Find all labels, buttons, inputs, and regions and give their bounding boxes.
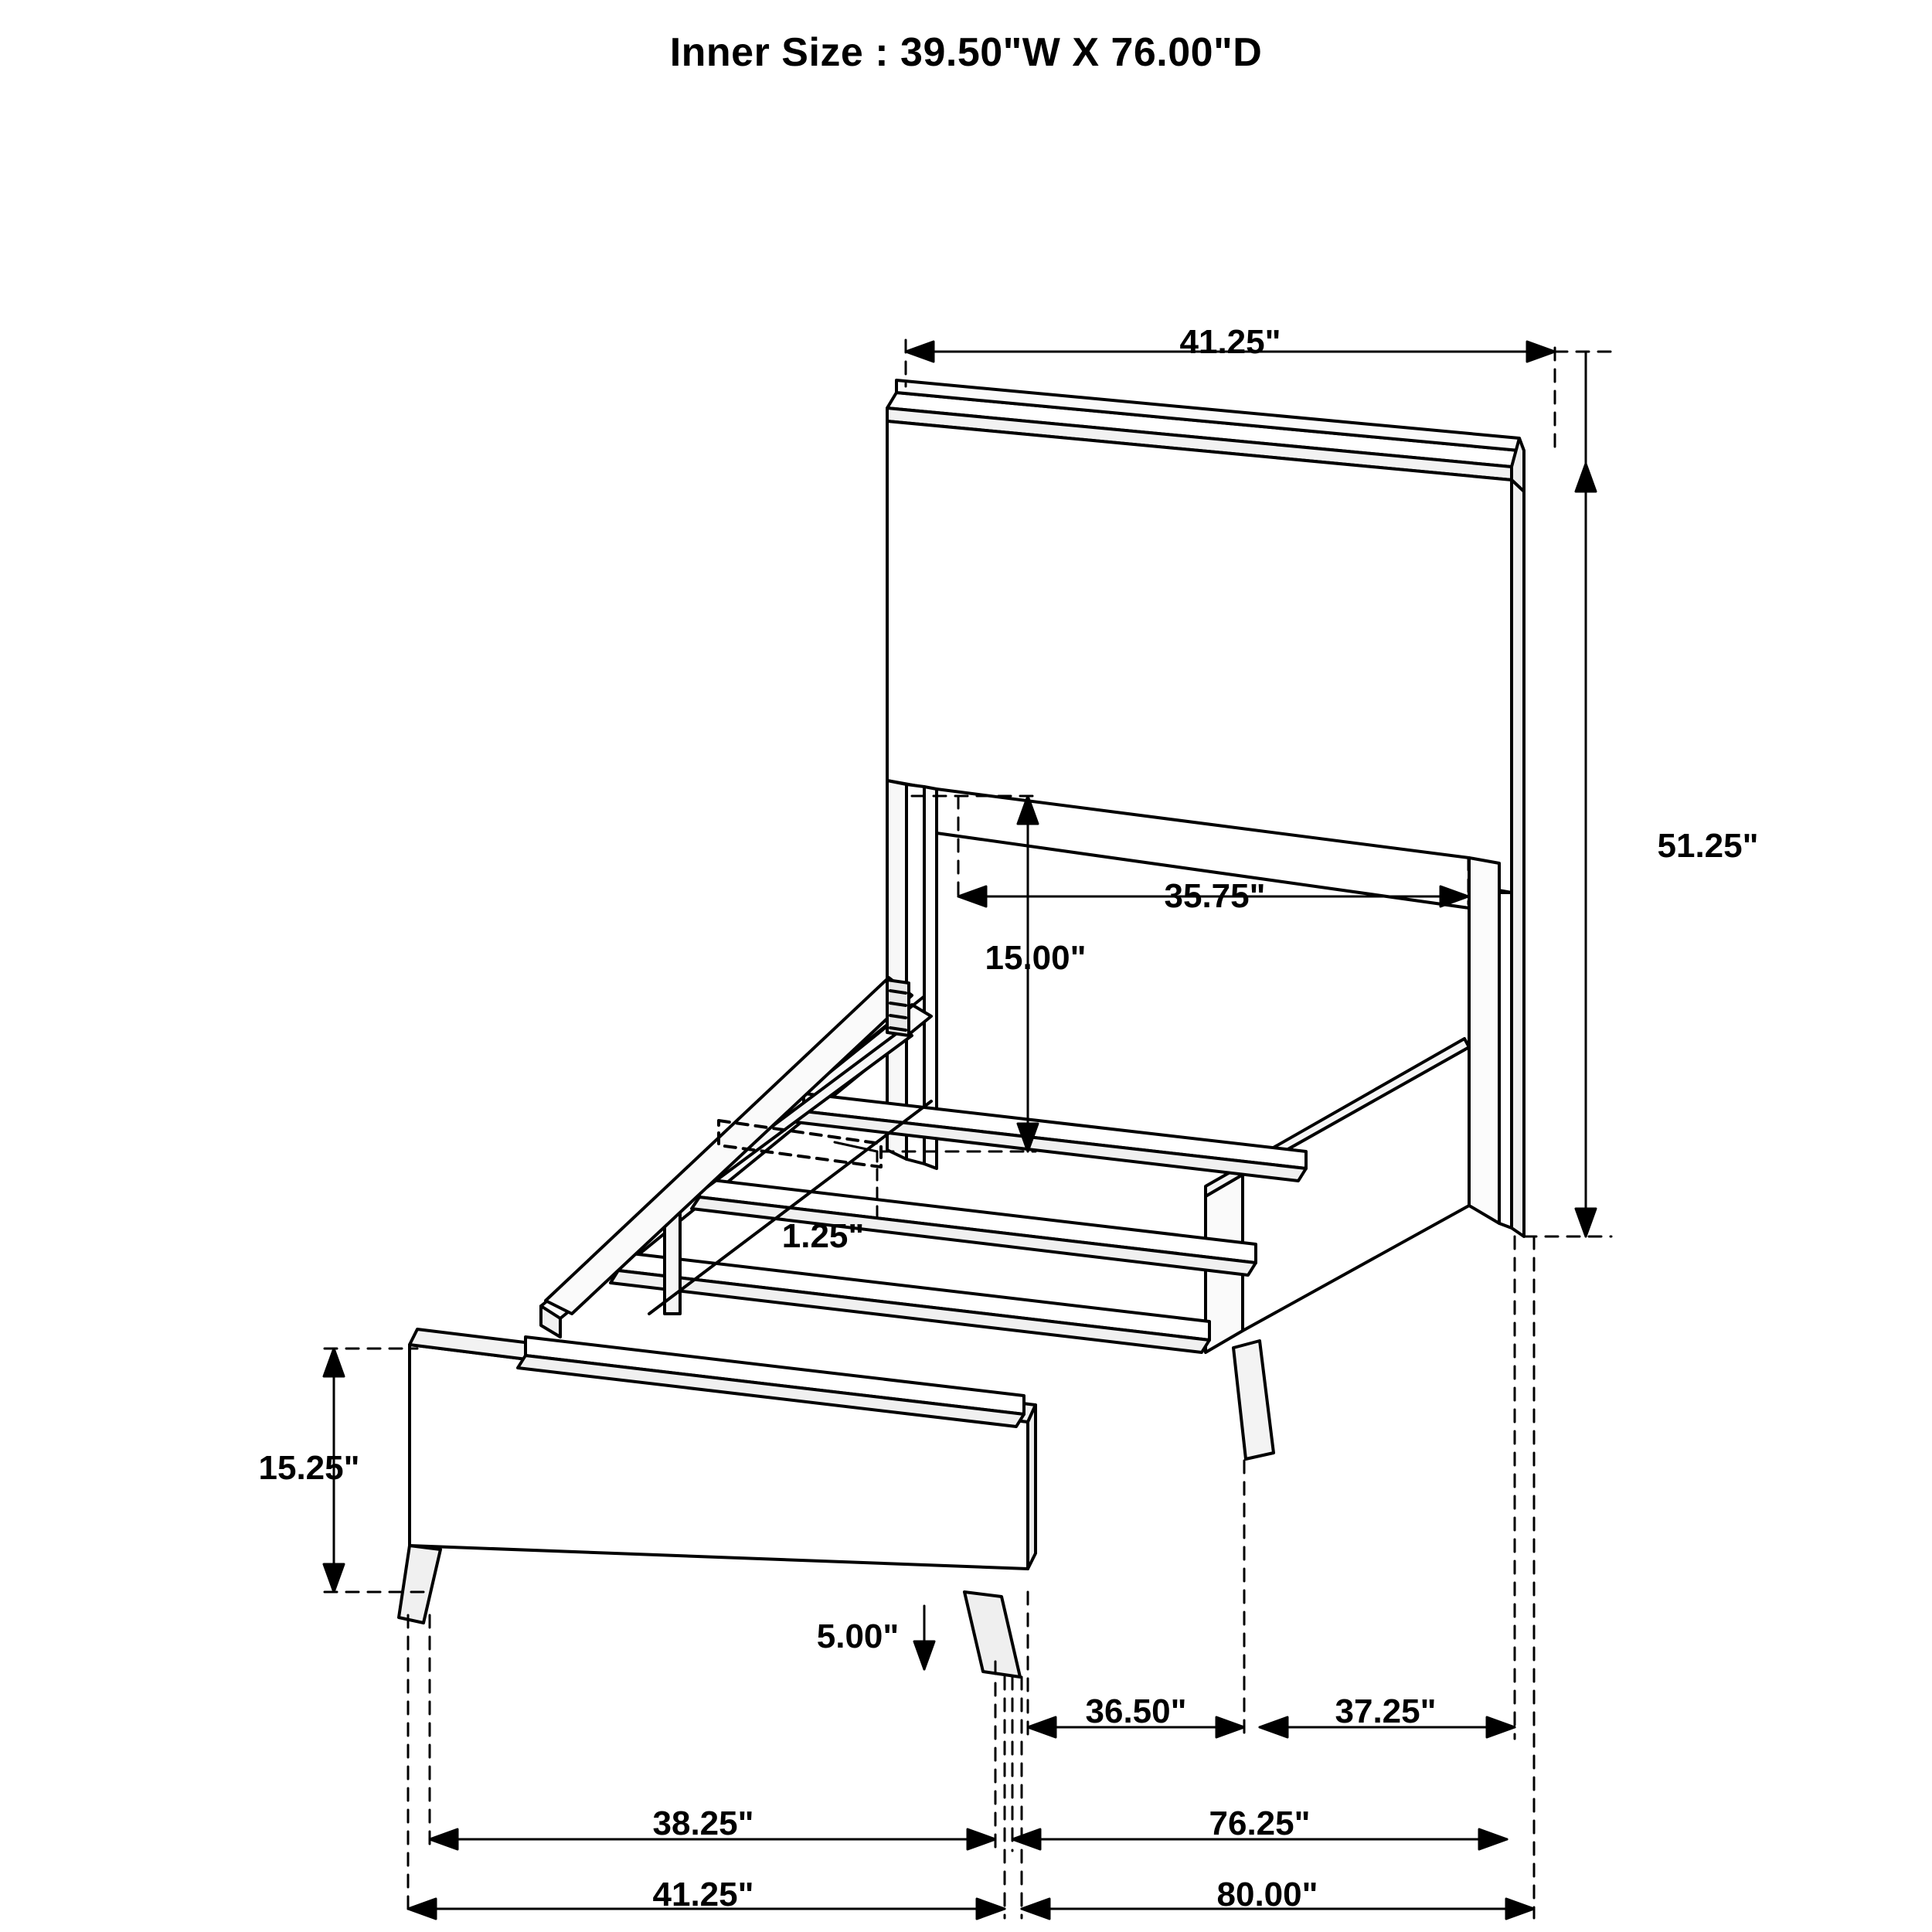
dim-rail-span-front: 36.50" bbox=[1085, 1692, 1187, 1730]
dim-headboard-height: 51.25" bbox=[1657, 827, 1759, 865]
dim-bed-inner-length: 76.25" bbox=[1209, 1804, 1311, 1842]
dim-footboard-inner-width: 38.25" bbox=[652, 1804, 754, 1842]
dim-footboard-height: 15.25" bbox=[258, 1449, 360, 1487]
dim-bed-outer-length: 80.00" bbox=[1216, 1876, 1318, 1913]
dim-headboard-clearance: 15.00" bbox=[985, 939, 1087, 977]
dim-headboard-width: 41.25" bbox=[1179, 323, 1281, 361]
bed-leg-front-right bbox=[964, 1592, 1020, 1677]
bed-leg-rear-right bbox=[1233, 1341, 1274, 1459]
dim-footboard-leg-clearance: 5.00" bbox=[816, 1617, 900, 1655]
dim-slat-thickness: 1.25" bbox=[781, 1217, 865, 1255]
bed-leg-front-left bbox=[399, 1546, 440, 1623]
side-rail-right bbox=[1206, 1039, 1469, 1352]
page-title: Inner Size : 39.50"W X 76.00"D bbox=[669, 30, 1263, 75]
dim-footboard-outer-width: 41.25" bbox=[652, 1876, 754, 1913]
dim-headboard-panel-width: 35.75" bbox=[1164, 877, 1266, 915]
dim-rail-span-rear: 37.25" bbox=[1335, 1692, 1437, 1730]
rail-bracket-hardware bbox=[887, 980, 909, 1036]
